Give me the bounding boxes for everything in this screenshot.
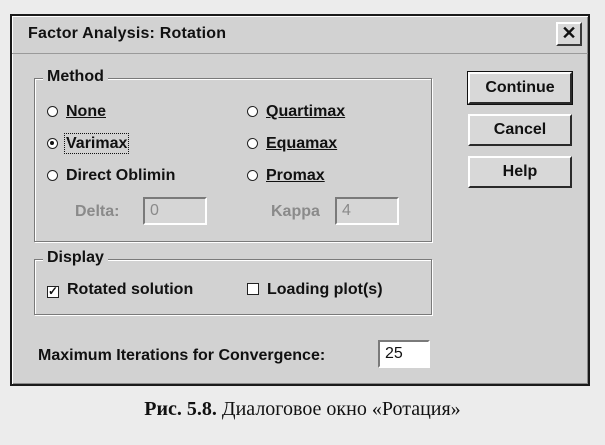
rotated-solution-check-indicator: ✓ xyxy=(48,284,59,298)
radio-promax-label: Promax xyxy=(266,167,325,184)
dialog-title: Factor Analysis: Rotation xyxy=(28,25,227,42)
display-group-label: Display xyxy=(43,249,108,267)
loading-plots-checkbox[interactable] xyxy=(247,281,383,299)
loading-plots-label: Loading plot(s) xyxy=(267,281,383,298)
kappa-label: Kappa xyxy=(271,203,320,220)
radio-equamax-indicator xyxy=(247,138,258,149)
kappa-field[interactable]: 4 xyxy=(335,197,399,225)
radio-quartimax-label: Quartimax xyxy=(266,103,346,120)
radio-varimax[interactable] xyxy=(47,135,127,153)
figure-caption xyxy=(0,398,605,421)
display-group xyxy=(34,249,432,315)
radio-promax[interactable] xyxy=(247,167,325,185)
close-button[interactable] xyxy=(556,22,582,46)
radio-varimax-label: Varimax xyxy=(66,135,128,152)
continue-button[interactable]: Continue xyxy=(468,72,572,104)
max-iterations-field[interactable]: 25 xyxy=(378,340,430,368)
radio-quartimax-indicator xyxy=(247,106,258,117)
radio-direct-oblimin-indicator xyxy=(47,170,58,181)
method-group xyxy=(34,68,432,242)
help-button[interactable]: Help xyxy=(468,156,572,188)
radio-equamax[interactable] xyxy=(247,135,337,153)
radio-varimax-indicator xyxy=(47,138,58,149)
max-iterations-label: Maximum Iterations for Convergence: xyxy=(38,347,326,364)
close-icon: ✕ xyxy=(561,23,577,43)
delta-label: Delta: xyxy=(75,203,120,220)
delta-field[interactable]: 0 xyxy=(143,197,207,225)
title-bar xyxy=(12,16,588,54)
radio-direct-oblimin[interactable] xyxy=(47,167,175,185)
figure-caption-text: Диалоговое окно «Ротация» xyxy=(221,398,461,420)
radio-none-indicator xyxy=(47,106,58,117)
radio-none[interactable] xyxy=(47,103,106,121)
radio-quartimax[interactable] xyxy=(247,103,345,121)
radio-none-label: None xyxy=(66,103,106,120)
radio-promax-indicator xyxy=(247,170,258,181)
rotated-solution-label: Rotated solution xyxy=(67,281,194,298)
radio-direct-oblimin-label: Direct Oblimin xyxy=(66,167,176,184)
cancel-button[interactable]: Cancel xyxy=(468,114,572,146)
figure-caption-number: Рис. 5.8. xyxy=(144,398,217,420)
rotated-solution-checkbox[interactable] xyxy=(47,281,193,299)
method-group-label: Method xyxy=(43,68,108,86)
radio-equamax-label: Equamax xyxy=(266,135,338,152)
rotation-dialog xyxy=(10,14,590,386)
loading-plots-check-indicator xyxy=(247,283,259,295)
